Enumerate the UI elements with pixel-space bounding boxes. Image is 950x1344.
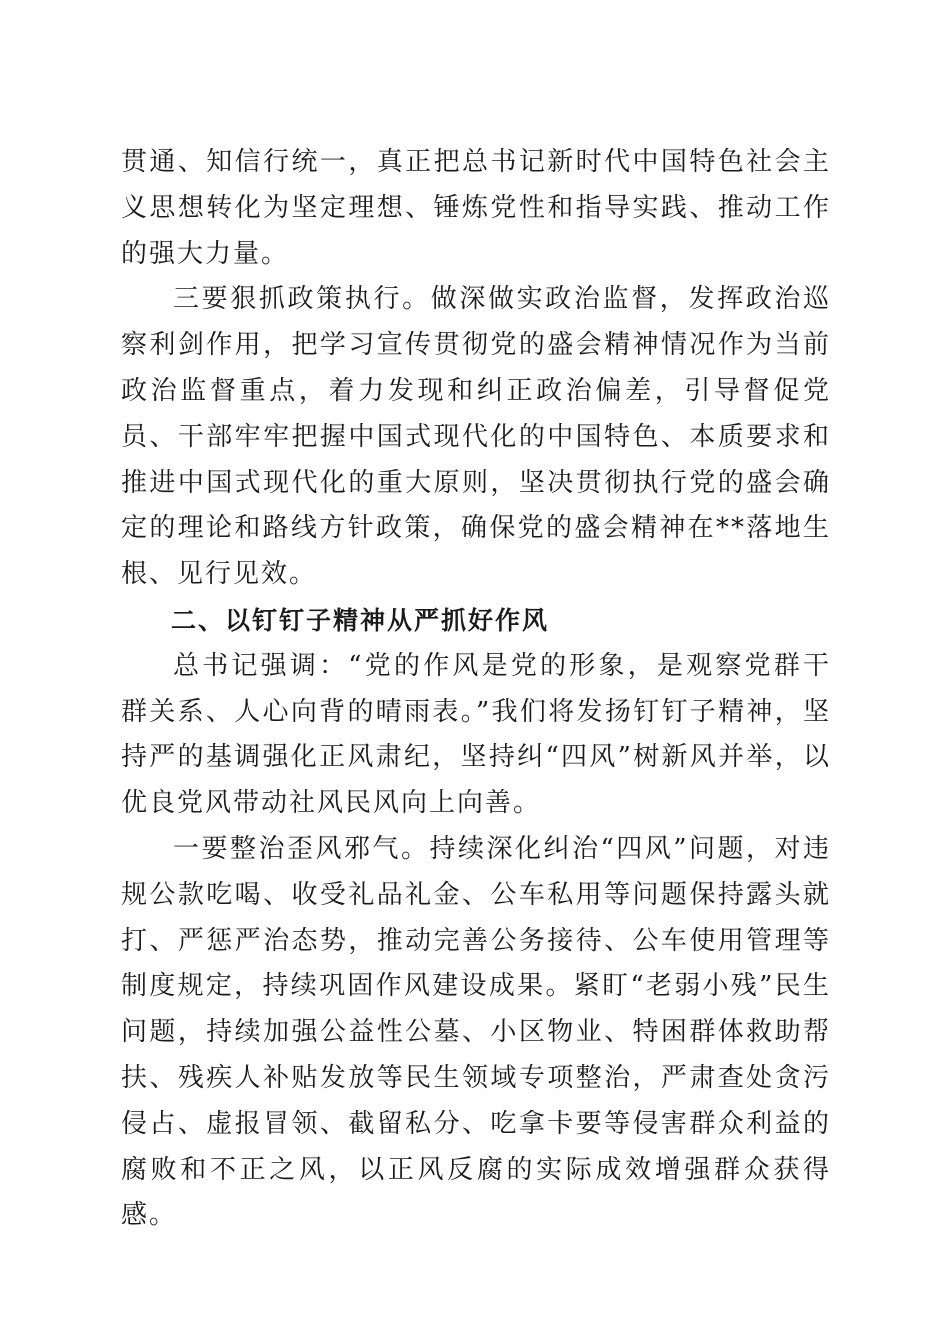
paragraph-rectify-malpractice: 一要整治歪风邪气。持续深化纠治“四风”问题，对违规公款吃喝、收受礼品礼金、公车私用等问题保持露头就打、严惩严治态势，推动完善公务接待、公车使用管理等制度规定，持续巩固作风建设成果。紧盯“老弱小残”民生问题，持续加强公益性公墓、小区物业、特困群体救助帮扶、残疾人补贴发放等民生领域专项整治，严肃查处贪污侵占、虚报冒领、截留私分、吃拿卡要等侵害群众利益的腐败和不正之风，以正风反腐的实际成效增强群众获得感。 (121, 833, 831, 1231)
paragraph-work-style-intro: 总书记强调：“党的作风是党的形象，是观察党群干群关系、人心向背的晴雨表。”我们将发扬钉钉子精神，坚持严的基调强化正风肃纪，坚持纠“四风”树新风并举，以优良党风带动社风民风向上向善。 (121, 650, 831, 819)
section-heading: 二、以钉钉子精神从严抓好作风 (171, 605, 550, 635)
paragraph-continuation: 贯通、知信行统一，真正把总书记新时代中国特色社会主义思想转化为坚定理想、锤炼党性和指导实践、推动工作的强大力量。 (121, 147, 831, 269)
document-body (121, 140, 831, 1239)
paragraph-policy-execution: 三要狠抓政策执行。做深做实政治监督，发挥政治巡察利剑作用，把学习宣传贯彻党的盛会精神情况作为当前政治监督重点，着力发现和纠正政治偏差，引导督促党员、干部牢牢把握中国式现代化的中国特色、本质要求和推进中国式现代化的重大原则，坚决贯彻执行党的盛会确定的理论和路线方针政策，确保党的盛会精神在**落地生根、见行见效。 (121, 284, 831, 590)
